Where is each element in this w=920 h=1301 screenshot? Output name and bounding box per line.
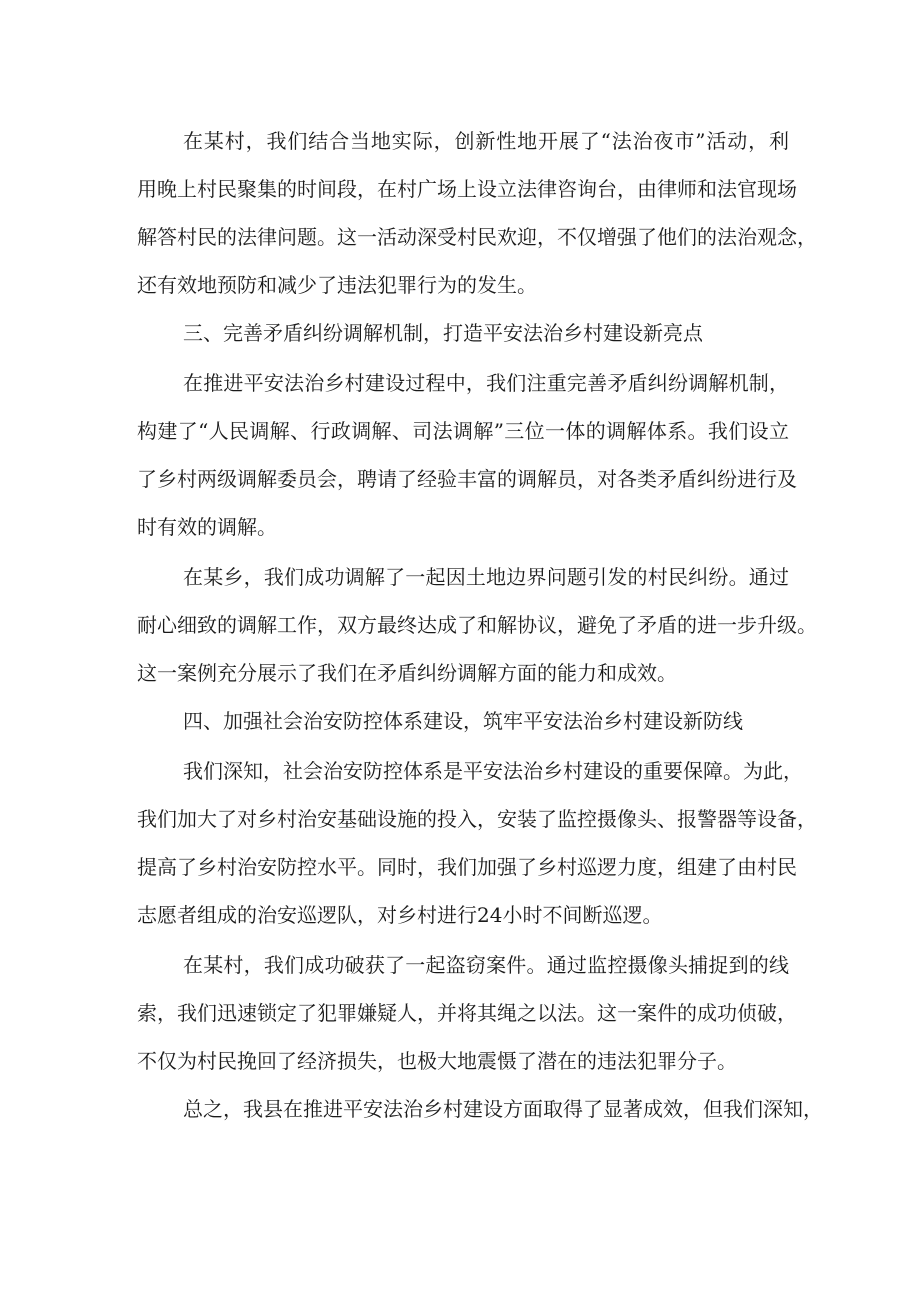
paragraph-line: 索，我们迅速锁定了犯罪嫌疑人，并将其绳之以法。这一案件的成功侦破， (137, 1001, 797, 1025)
paragraph-line: 这一案例充分展示了我们在矛盾纠纷调解方面的能力和成效。 (137, 661, 677, 685)
paragraph-line: 总之，我县在推进平安法治乡村建设方面取得了显著成效，但我们深知， (183, 1097, 823, 1121)
paragraph-line: 在某村，我们成功破获了一起盗窃案件。通过监控摄像头捕捉到的线 (183, 953, 789, 977)
paragraph-line: 我们加大了对乡村治安基础设施的投入，安装了监控摄像头、报警器等设备， (137, 807, 817, 831)
paragraph-line: 在某村，我们结合当地实际，创新性地开展了“法治夜市”活动，利 (183, 129, 789, 153)
paragraph-line: 在某乡，我们成功调解了一起因土地边界问题引发的村民纠纷。通过 (183, 565, 789, 589)
paragraph-line: 志愿者组成的治安巡逻队，对乡村进行24小时不间断巡逻。 (137, 903, 663, 927)
paragraph-line: 不仅为村民挽回了经济损失，也极大地震慑了潜在的违法犯罪分子。 (137, 1049, 737, 1073)
paragraph-line: 提高了乡村治安防控水平。同时，我们加强了乡村巡逻力度，组建了由村民 (137, 855, 797, 879)
section-heading: 四、加强社会治安防控体系建设，筑牢平安法治乡村建设新防线 (183, 709, 743, 733)
paragraph-line: 我们深知，社会治安防控体系是平安法治乡村建设的重要保障。为此， (183, 759, 803, 783)
paragraph-line: 了乡村两级调解委员会，聘请了经验丰富的调解员，对各类矛盾纠纷进行及 (137, 467, 797, 491)
section-heading: 三、完善矛盾纠纷调解机制，打造平安法治乡村建设新亮点 (183, 321, 703, 345)
paragraph-line: 构建了“人民调解、行政调解、司法调解”三位一体的调解体系。我们设立 (137, 419, 789, 443)
paragraph-line: 耐心细致的调解工作，双方最终达成了和解协议，避免了矛盾的进一步升级。 (137, 613, 817, 637)
paragraph-line: 在推进平安法治乡村建设过程中，我们注重完善矛盾纠纷调解机制， (183, 371, 789, 395)
paragraph-line: 还有效地预防和减少了违法犯罪行为的发生。 (137, 273, 537, 297)
paragraph-line: 解答村民的法律问题。这一活动深受村民欢迎，不仅增强了他们的法治观念， (137, 225, 817, 249)
paragraph-line: 用晚上村民聚集的时间段，在村广场上设立法律咨询台，由律师和法官现场 (137, 177, 797, 201)
paragraph-line: 时有效的调解。 (137, 515, 277, 539)
